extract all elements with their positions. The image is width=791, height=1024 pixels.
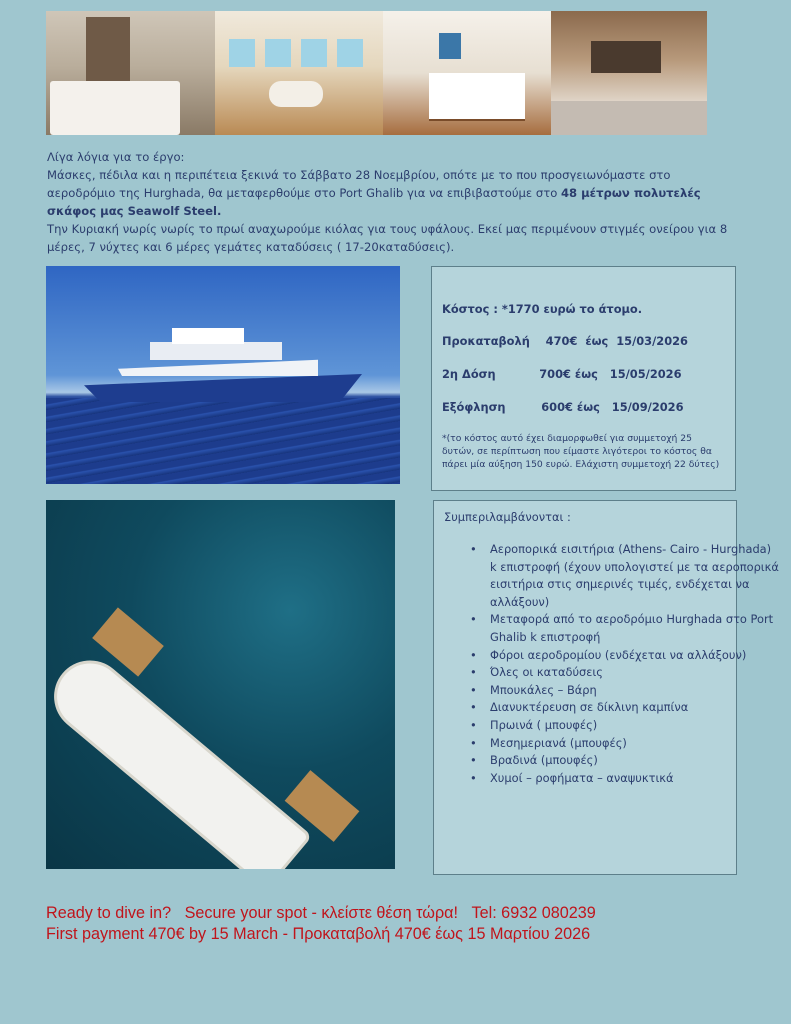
list-item: • Μεσημεριανά (μπουφές)	[490, 735, 780, 753]
list-item: • Διανυκτέρευση σε δίκλινη καμπίνα	[490, 699, 780, 717]
cost-line: Κόστος : *1770 ευρώ το άτομο.	[442, 302, 643, 316]
cta-line-1: Ready to dive in? Secure your spot - κλείστε θέση τώρα! Tel: 6932 080239	[46, 904, 596, 922]
list-item: • Όλες οι καταδύσεις	[490, 664, 780, 682]
list-item: • Χυμοί – ροφήματα – αναψυκτικά	[490, 770, 780, 788]
final-payment-line: Εξόφληση 600€ έως 15/09/2026	[442, 400, 684, 414]
intro-paragraph-2: Την Κυριακή νωρίς νωρίς το πρωί αναχωρούμε κιόλας για τους υφάλους. Εκεί μας περιμένουν στιγμές ονείρου για 8 μέρες, 7 νύχτες και 6 μέρες γεμάτες καταδύσεις ( 17-20καταδύσεις).	[47, 222, 728, 254]
included-title: Συμπεριλαμβάνονται :	[444, 510, 571, 524]
pricing-note: *(το κόστος αυτό έχει διαμορφωθεί για συμμετοχή 25 δυτών, σε περίπτωση που είμαστε λιγότεροι το κόστος θα πάρει μία αύξηση 150 ευρώ. Ελάχιστη συμμετοχή 22 δύτες)	[442, 433, 720, 470]
cabin-photo	[46, 11, 215, 135]
list-item: • Αεροπορικά εισιτήρια (Athens- Cairo - Hurghada) k επιστροφή (έχουν υπολογιστεί με τα αεροπορικά εισιτήρια στις σημερινές τιμές, ενδέχεται να αλλάξουν)	[490, 541, 780, 611]
intro-section	[47, 148, 737, 256]
list-item: • Μεταφορά από το αεροδρόμιο Hurghada στο Port Ghalib k επιστροφή	[490, 611, 780, 646]
yacht-side-photo	[46, 266, 400, 484]
included-box	[433, 500, 779, 875]
cta-line-2: First payment 470€ by 15 March - Προκαταβολή 470€ έως 15 Μαρτίου 2026	[46, 925, 591, 943]
deposit-line: Προκαταβολή 470€ έως 15/03/2026	[442, 334, 688, 348]
list-item: • Μπουκάλες – Βάρη	[490, 682, 780, 700]
yacht-aerial-photo	[46, 500, 395, 869]
list-item: • Βραδινά (μπουφές)	[490, 752, 780, 770]
yacht-name-highlight: 48 μέτρων πολυτελές σκάφος μας Seawolf Steel.	[47, 186, 701, 218]
interior-photo-strip	[46, 11, 707, 135]
list-item: • Πρωινά ( μπουφές)	[490, 717, 780, 735]
lounge-photo	[551, 11, 707, 135]
list-item: • Φόροι αεροδρομίου (ενδέχεται να αλλάξουν)	[490, 647, 780, 665]
included-list	[444, 541, 780, 787]
intro-heading: Λίγα λόγια για το έργο:	[47, 150, 185, 164]
intro-paragraph-1: Μάσκες, πέδιλα και η περιπέτεια ξεκινά το Σάββατο 28 Νοεμβρίου, οπότε με το που προσγειωνόμαστε στο αεροδρόμιο της Hurghada, θα μεταφερθούμε στο Port Ghalib για να επιβιβαστούμε στο 48 μέτρων πολυτελές σκάφος μας Seawolf Steel.	[47, 168, 701, 218]
saloon-photo	[215, 11, 383, 135]
bedroom-photo	[383, 11, 551, 135]
pricing-box	[431, 266, 736, 491]
call-to-action	[46, 903, 746, 945]
second-payment-line: 2η Δόση 700€ έως 15/05/2026	[442, 367, 682, 381]
